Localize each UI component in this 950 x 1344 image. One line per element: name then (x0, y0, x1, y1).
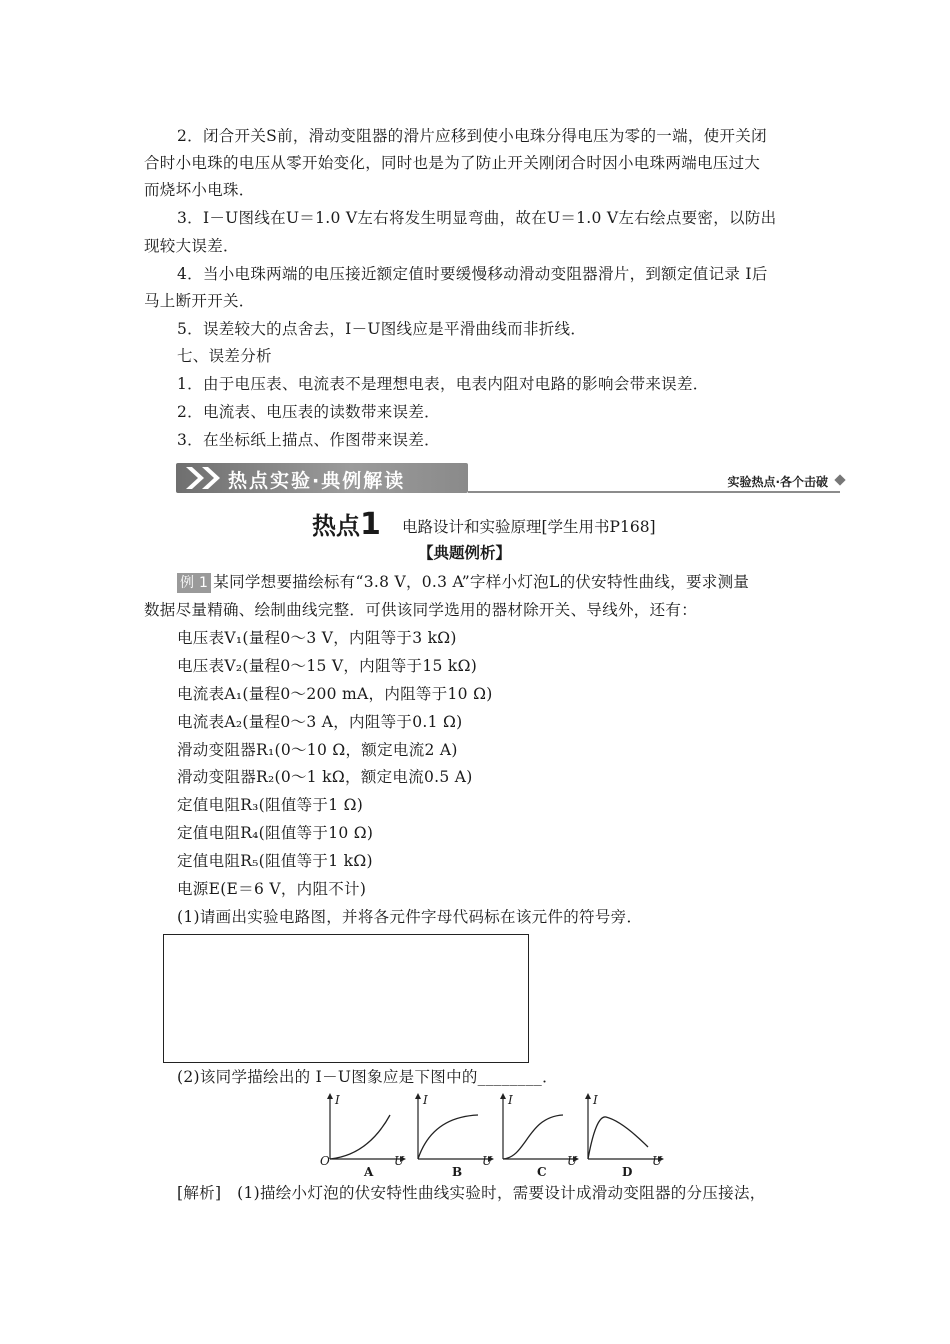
section-heading: 七、误差分析 (177, 347, 272, 365)
hotspot-subtitle: 电路设计和实验原理[学生用书P168] (402, 518, 656, 536)
graph-label: C (537, 1165, 547, 1179)
paragraph-line: 2．闭合开关S前，滑动变阻器的滑片应移到使小电珠分得电压为零的一端，使开关闭 (177, 127, 767, 145)
equipment-item: 电压表V₂(量程0～15 V，内阻等于15 kΩ) (177, 657, 478, 675)
banner-bar (176, 463, 468, 493)
graph-label: B (452, 1165, 463, 1179)
equipment-item: 滑动变阻器R₁(0～10 Ω，额定电流2 A) (177, 741, 458, 759)
banner-title: 热点实验·典例解读 (228, 470, 406, 492)
example-heading: 【典题例析】 (418, 544, 512, 562)
axis-u-label: U (652, 1154, 663, 1168)
paragraph-line: 4．当小电珠两端的电压接近额定值时要缓慢移动滑动变阻器滑片，到额定值记录 I后 (177, 265, 768, 283)
banner-subtitle: 实验热点·各个击破 (727, 475, 828, 489)
equipment-item: 滑动变阻器R₂(0～1 kΩ，额定电流0.5 A) (177, 768, 473, 786)
axis-u-label: U (567, 1154, 578, 1168)
axis-i-label: I (593, 1093, 598, 1107)
paragraph-line: 3．在坐标纸上描点、作图带来误差． (177, 431, 440, 449)
hotspot-label: 热点 (312, 512, 360, 540)
example-line: 数据尽量精确、绘制曲线完整．可供该同学选用的器材除开关、导线外，还有： (144, 601, 698, 619)
hotspot-number: 1 (360, 507, 381, 542)
axis-i-label: I (508, 1093, 513, 1107)
equipment-item: 定值电阻R₃(阻值等于1 Ω) (177, 796, 364, 814)
paragraph-line: 现较大误差． (144, 237, 239, 255)
graph-d (582, 1093, 663, 1179)
equipment-item: 电流表A₁(量程0～200 mA，内阻等于10 Ω) (177, 685, 493, 703)
paragraph-line: 5．误差较大的点舍去，I－U图线应是平滑曲线而非折线． (177, 320, 587, 338)
question-1: (1)请画出实验电路图，并将各元件字母代码标在该元件的符号旁． (177, 908, 643, 926)
equipment-item: 电源E(E＝6 V，内阻不计) (177, 880, 367, 898)
example-text: 某同学想要描绘标有“3.8 V，0.3 A”字样小灯泡L的伏安特性曲线，要求测量 (213, 573, 750, 591)
paragraph-line: 2．电流表、电压表的读数带来误差． (177, 403, 440, 421)
axis-i-label: I (335, 1093, 340, 1107)
axis-u-label: U (394, 1154, 405, 1168)
question-2: (2)该同学描绘出的 I－U图象应是下图中的________． (177, 1068, 558, 1086)
equipment-item: 电流表A₂(量程0～3 A，内阻等于0.1 Ω) (177, 713, 463, 731)
paragraph-line: 合时小电珠的电压从零开始变化，同时也是为了防止开关刚闭合时因小电珠两端电压过大 (144, 154, 761, 172)
paragraph-line: 而烧坏小电珠． (144, 181, 255, 199)
axis-u-label: U (482, 1154, 493, 1168)
paragraph-line: 3．I－U图线在U＝1.0 V左右将发生明显弯曲，故在U＝1.0 V左右绘点要密，以防出 (177, 209, 777, 227)
diamond-icon (834, 474, 845, 485)
graph-label: D (622, 1165, 633, 1179)
equipment-item: 定值电阻R₅(阻值等于1 kΩ) (177, 852, 373, 870)
section-banner (176, 463, 846, 495)
axis-i-label: I (423, 1093, 428, 1107)
graph-a (320, 1093, 405, 1179)
banner-divider (468, 491, 840, 493)
example-tag: 例 1 (177, 573, 211, 593)
equipment-item: 电压表V₁(量程0～3 V，内阻等于3 kΩ) (177, 629, 457, 647)
analysis-line: [解析] (1)描绘小灯泡的伏安特性曲线实验时，需要设计成滑动变阻器的分压接法， (177, 1184, 766, 1202)
paragraph-line: 马上断开开关． (144, 292, 255, 310)
equipment-item: 定值电阻R₄(阻值等于10 Ω) (177, 824, 374, 842)
graph-label: A (364, 1165, 374, 1179)
circuit-answer-box (163, 934, 529, 1063)
graph-b (412, 1093, 493, 1179)
example-line (177, 572, 749, 593)
hotspot-title (312, 506, 381, 542)
chevron-arrows-icon (182, 463, 230, 493)
paragraph-line: 1．由于电压表、电流表不是理想电表，电表内阻对电路的影响会带来误差． (177, 375, 709, 393)
graph-c (497, 1093, 578, 1179)
origin-label: O (320, 1154, 330, 1168)
